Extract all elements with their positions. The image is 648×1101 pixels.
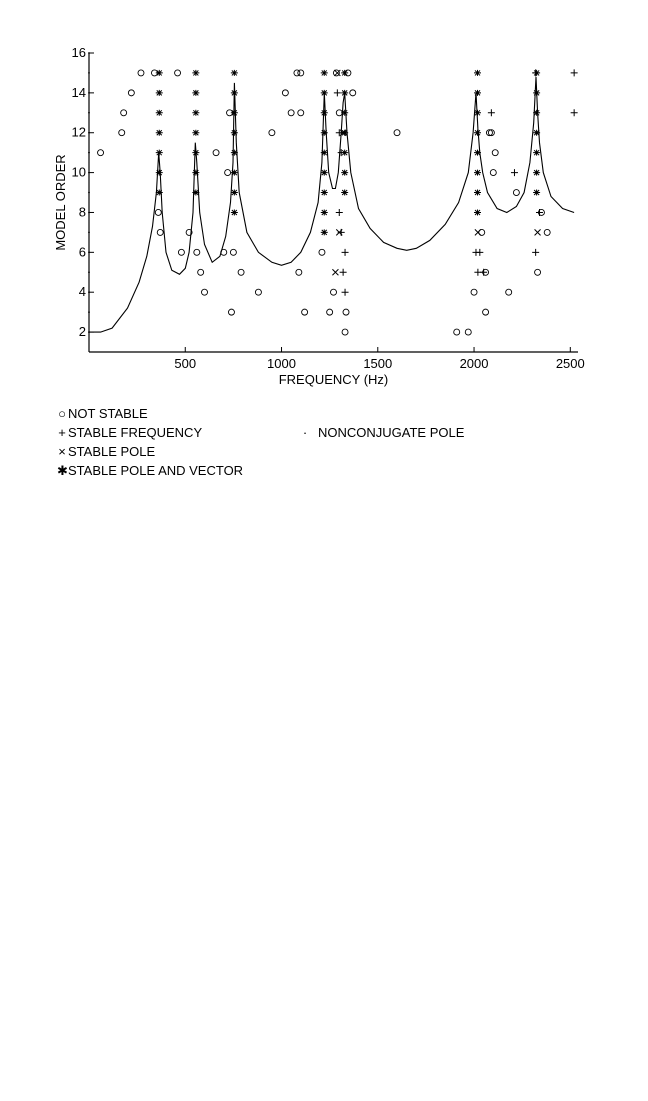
stable-pole-vector-point <box>192 190 199 196</box>
y-tick-label: 4 <box>78 284 86 300</box>
legend-stable-pole <box>57 443 155 461</box>
x-tick-label: 1000 <box>267 356 296 371</box>
y-tick-label: 14 <box>71 84 86 100</box>
stable-frequency-point <box>488 109 495 116</box>
stable-frequency-point <box>334 89 341 96</box>
legend-nonconjugate <box>300 424 464 442</box>
not-stable-point <box>213 150 219 156</box>
not-stable-point <box>255 289 261 295</box>
stable-pole-vector-point <box>533 150 540 156</box>
model-order-chart <box>0 0 648 400</box>
nonconjugate-point <box>88 232 90 234</box>
stable-pole-vector-point <box>474 130 481 136</box>
stable-pole-point <box>535 229 541 235</box>
not-stable-point <box>155 209 161 215</box>
stable-pole-vector-point <box>341 110 348 116</box>
stable-frequency-point <box>336 209 343 216</box>
x-axis-label: FREQUENCY (Hz) <box>278 372 389 387</box>
stable-pole-vector-symbol: ✱ <box>57 463 68 478</box>
stable-pole-vector-point <box>474 110 481 116</box>
stable-pole-vector-point <box>321 150 328 156</box>
not-stable-point <box>269 130 275 136</box>
not-stable-point <box>319 249 325 255</box>
not-stable-point <box>483 309 489 315</box>
stable-pole-vector-point <box>192 170 199 176</box>
stable-pole-vector-point <box>231 209 238 215</box>
stable-pole-vector-point <box>321 229 328 235</box>
not-stable-point <box>282 90 288 96</box>
y-tick-label: 16 <box>71 45 86 60</box>
not-stable-point <box>296 269 302 275</box>
stable-pole-vector-point <box>156 70 163 76</box>
not-stable-point <box>238 269 244 275</box>
not-stable-point <box>490 170 496 176</box>
not-stable-point <box>327 309 333 315</box>
not-stable-point <box>506 289 512 295</box>
stable-frequency-symbol: + <box>58 425 66 440</box>
not-stable-point <box>288 110 294 116</box>
stable-pole-vector-point <box>474 90 481 96</box>
stable-frequency-point <box>480 269 487 276</box>
stable-pole-vector-point <box>156 130 163 136</box>
stable-pole-vector-point <box>533 90 540 96</box>
stable-pole-vector-point <box>533 190 540 196</box>
stable-pole-vector-point <box>192 110 199 116</box>
stable-pole-vector-point <box>341 190 348 196</box>
stable-frequency-point <box>571 69 578 76</box>
not-stable-point <box>128 90 134 96</box>
stable-pole-vector-point <box>341 150 348 156</box>
stable-pole-vector-point <box>341 70 348 76</box>
not-stable-point <box>492 150 498 156</box>
stable-pole-vector-point <box>321 170 328 176</box>
nonconjugate-point <box>88 72 90 74</box>
stable-pole-vector-point <box>156 90 163 96</box>
stable-pole-vector-point <box>231 70 238 76</box>
not-stable-point <box>343 309 349 315</box>
legend-label-stable-pole-vector: STABLE POLE AND VECTOR <box>68 463 244 478</box>
stable-pole-vector-point <box>533 130 540 136</box>
not-stable-point <box>230 249 236 255</box>
stable-pole-vector-point <box>192 90 199 96</box>
x-tick-label: 500 <box>174 356 197 371</box>
not-stable-point <box>535 269 541 275</box>
stable-pole-vector-point <box>533 110 540 116</box>
not-stable-point <box>298 110 304 116</box>
legend-label-stable-frequency: STABLE FREQUENCY <box>68 425 203 440</box>
stable-pole-point <box>332 269 338 275</box>
stable-pole-vector-point <box>231 190 238 196</box>
stable-pole-vector-point <box>474 209 481 215</box>
stable-pole-vector-point <box>321 110 328 116</box>
stable-frequency-point <box>532 249 539 256</box>
stable-pole-point <box>475 229 481 235</box>
stable-pole-vector-point <box>192 130 199 136</box>
not-stable-point <box>198 269 204 275</box>
nonconjugate-point <box>88 331 90 333</box>
not-stable-point <box>138 70 144 76</box>
legend-stable-frequency <box>57 424 202 442</box>
nonconjugate-point <box>88 251 90 253</box>
stable-pole-vector-point <box>231 170 238 176</box>
not-stable-point <box>331 289 337 295</box>
stable-pole-vector-point <box>192 70 199 76</box>
nonconjugate-point <box>88 291 90 293</box>
not-stable-point <box>342 329 348 335</box>
stable-frequency-point <box>511 169 518 176</box>
legend-stable-pole-vector <box>57 462 243 480</box>
stable-pole-vector-point <box>231 150 238 156</box>
not-stable-point <box>465 329 471 335</box>
not-stable-point <box>228 309 234 315</box>
not-stable-point <box>333 70 339 76</box>
nonconjugate-symbol: · <box>302 425 308 440</box>
nonconjugate-point <box>88 52 90 54</box>
nonconjugate-point <box>88 152 90 154</box>
stable-pole-vector-point <box>474 190 481 196</box>
nonconjugate-point <box>88 92 90 94</box>
stable-pole-vector-point <box>321 209 328 215</box>
not-stable-point <box>119 130 125 136</box>
nonconjugate-point <box>88 132 90 134</box>
y-tick-label: 6 <box>78 244 86 260</box>
stable-frequency-point <box>340 269 347 276</box>
stable-pole-vector-point <box>231 90 238 96</box>
not-stable-point <box>544 229 550 235</box>
stable-pole-vector-point <box>533 170 540 176</box>
legend-label-nonconjugate: NONCONJUGATE POLE <box>318 425 465 440</box>
y-axis-label: MODEL ORDER <box>53 154 68 251</box>
legend-label-not-stable: NOT STABLE <box>68 406 148 421</box>
stable-pole-vector-point <box>156 170 163 176</box>
y-tick-label: 8 <box>78 204 86 220</box>
not-stable-point <box>178 249 184 255</box>
not-stable-symbol: ○ <box>58 406 66 421</box>
y-tick-label: 2 <box>78 324 86 340</box>
stable-pole-vector-point <box>321 90 328 96</box>
stable-frequency-point <box>342 289 349 296</box>
x-tick-label: 2000 <box>459 356 489 371</box>
not-stable-point <box>175 70 181 76</box>
not-stable-point <box>225 170 231 176</box>
stable-pole-vector-point <box>341 170 348 176</box>
not-stable-point <box>202 289 208 295</box>
stable-pole-vector-point <box>474 170 481 176</box>
not-stable-point <box>454 329 460 335</box>
legend-label-stable-pole: STABLE POLE <box>68 444 156 459</box>
stable-pole-symbol: × <box>58 444 66 459</box>
nonconjugate-point <box>88 112 90 114</box>
not-stable-point <box>350 90 356 96</box>
stable-pole-vector-point <box>231 110 238 116</box>
stable-pole-vector-point <box>231 130 238 136</box>
stable-frequency-point <box>476 249 483 256</box>
stable-pole-vector-point <box>156 190 163 196</box>
nonconjugate-point <box>88 212 90 214</box>
x-tick-label: 2500 <box>555 356 585 371</box>
stable-pole-vector-point <box>321 190 328 196</box>
stable-pole-vector-point <box>156 110 163 116</box>
not-stable-point <box>302 309 308 315</box>
stable-pole-vector-point <box>341 90 348 96</box>
not-stable-point <box>298 70 304 76</box>
stable-pole-vector-point <box>156 150 163 156</box>
nonconjugate-point <box>88 192 90 194</box>
stable-pole-vector-point <box>533 70 540 76</box>
not-stable-point <box>157 229 163 235</box>
stable-pole-vector-point <box>321 130 328 136</box>
stable-pole-vector-point <box>192 150 199 156</box>
nonconjugate-point <box>88 271 90 273</box>
stable-pole-vector-point <box>341 130 348 136</box>
stable-frequency-point <box>571 109 578 116</box>
not-stable-point <box>121 110 127 116</box>
stable-pole-vector-point <box>474 150 481 156</box>
stable-frequency-point <box>342 249 349 256</box>
not-stable-point <box>471 289 477 295</box>
stable-frequency-point <box>536 209 543 216</box>
nonconjugate-point <box>88 172 90 174</box>
not-stable-point <box>394 130 400 136</box>
not-stable-point <box>221 249 227 255</box>
nonconjugate-point <box>88 311 90 313</box>
not-stable-point <box>513 190 519 196</box>
x-tick-label: 1500 <box>363 356 393 371</box>
y-tick-label: 12 <box>71 124 86 140</box>
y-tick-label: 10 <box>71 164 86 180</box>
stable-pole-vector-point <box>474 70 481 76</box>
stable-pole-vector-point <box>321 70 328 76</box>
legend-not-stable <box>57 405 148 423</box>
not-stable-point <box>194 249 200 255</box>
not-stable-point <box>98 150 104 156</box>
